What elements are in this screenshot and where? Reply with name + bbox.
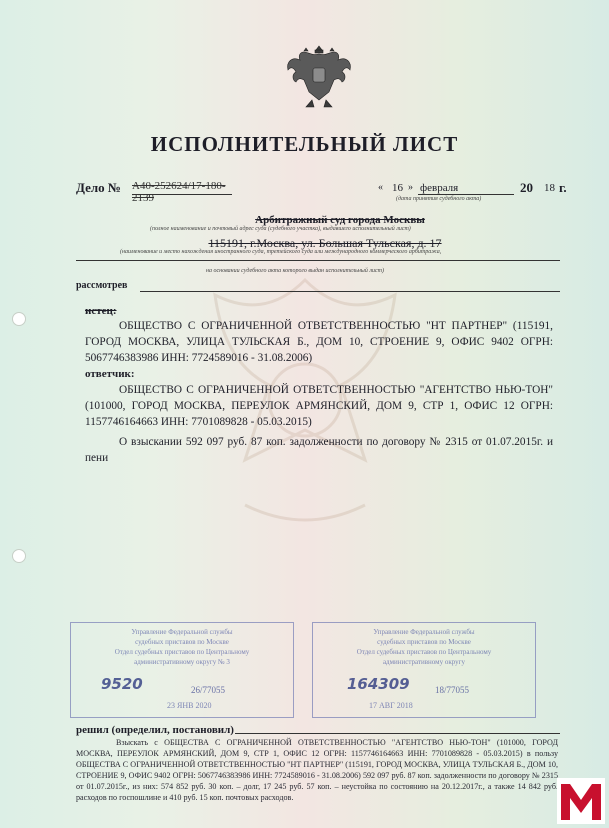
decision-text: Взыскать с ОБЩЕСТВА С ОГРАНИЧЕННОЙ ОТВЕТСТВЕННОСТЬЮ "АГЕНТСТВО НЬЮ-ТОН" (101000, ГОРОД МОСКВА, ПЕРЕУЛОК АРМЯНСКИЙ, ДОМ 9, СТР 1, ОФИС 12 ОГРН: 1157746164663 ИНН: 7701089828 - 05.03.2015) в пользу ОБЩЕСТВА С ОГРАНИЧЕННОЙ ОТВЕТСТВЕННОСТЬЮ "НТ ПАРТНЕР" (115191, ГОРОД МОСКВА, УЛИЦА ТУЛЬСКАЯ Б., ДОМ 10, СТРОЕНИЕ 9, ОФИС 9402 ОГРН: 5067746383986 ИНН: 7724589016 - 31.08.2006) 592 097 руб. 87 коп. задолженности по договору № 2315 от 01.07.2015г., из них: 574 852 руб. 30 коп. – долг, 17 245 руб. 57 коп. – неустойка по состоянию на 20.12.2017г., а также 14 842 руб. расходов по госпошлине и 410 руб. 15 коп. почтовых расходов. xyxy=(76,738,558,802)
case-year-g: г. xyxy=(559,180,567,195)
considered-label: рассмотрев xyxy=(76,280,128,291)
claim-text: О взыскании 592 097 руб. 87 коп. задолженности по договору № 2315 от 01.07.2015г. и пени xyxy=(85,436,553,464)
court-name: Арбитражный суд города Москвы xyxy=(255,214,425,226)
court-address: 115191, г.Москва, ул. Большая Тульская, д. 17 xyxy=(208,236,442,250)
case-date-day: 16 xyxy=(392,182,403,194)
plaintiff-text: ОБЩЕСТВО С ОГРАНИЧЕННОЙ ОТВЕТСТВЕННОСТЬЮ "НТ ПАРТНЕР" (115191, ГОРОД МОСКВА, УЛИЦА ТУЛЬСКАЯ Б., ДОМ 10, СТРОЕНИЕ 9, ОФИС 9402 ОГРН: 5067746383986 ИНН: 7724589016 - 31.08.2006) xyxy=(85,320,553,364)
address-note: (наименование и место нахождения иностранного суда, третейского суда или международного коммерческого арбитража, xyxy=(120,249,442,255)
coat-of-arms-icon xyxy=(282,40,356,110)
date-quote-close: » xyxy=(408,182,413,193)
decision-line xyxy=(235,733,560,734)
date-quote-open: « xyxy=(378,182,383,193)
stamp-code: 18/77055 xyxy=(435,685,470,695)
case-label: Дело № xyxy=(76,180,121,195)
punch-hole xyxy=(12,549,26,563)
case-number-line xyxy=(132,194,232,195)
considered-line xyxy=(140,291,560,292)
stamp-line: Управление Федеральной службы xyxy=(131,628,233,636)
blank-line xyxy=(76,260,560,261)
defendant-text: ОБЩЕСТВО С ОГРАНИЧЕННОЙ ОТВЕТСТВЕННОСТЬЮ "АГЕНТСТВО НЬЮ-ТОН" (101000, ГОРОД МОСКВА, ПЕРЕУЛОК АРМЯНСКИЙ, ДОМ 9, СТР 1, ОФИС 12 ОГРН: 1157746164663 ИНН: 7701089828 - 05.03.2015) xyxy=(85,384,553,428)
stamp-line: административному округу xyxy=(382,658,466,666)
stamp-date: 17 АВГ 2018 xyxy=(369,701,413,710)
stamp-code: 26/77055 xyxy=(191,685,226,695)
stamp-line: судебных приставов по Москве xyxy=(135,638,229,646)
bailiff-stamp xyxy=(70,622,294,718)
bailiff-stamp xyxy=(312,622,536,718)
stamp-date: 23 ЯНВ 2020 xyxy=(167,701,212,710)
decision-label: решил (определил, постановил) xyxy=(76,724,234,736)
basis-note: на основании судебного акта которого выдан исполнительный лист) xyxy=(206,268,384,274)
stamp-line: Отдел судебных приставов по Центральному xyxy=(356,648,492,656)
court-note: (полное наименование и почтовый адрес суда (судебного участка), выдавшего исполнительный лист) xyxy=(150,226,411,232)
case-number: А40-252624/17-180-2139 xyxy=(132,180,226,204)
plaintiff-label: истец: xyxy=(85,305,117,317)
stamp-line: Управление Федеральной службы xyxy=(373,628,475,636)
page-title: ИСПОЛНИТЕЛЬНЫЙ ЛИСТ xyxy=(150,132,459,156)
brand-logo-icon xyxy=(557,778,605,824)
defendant-label: ответчик: xyxy=(85,368,135,380)
case-year-suffix: 18 xyxy=(544,182,555,194)
case-date-line xyxy=(418,194,514,195)
stamp-number: 9520 xyxy=(101,675,143,693)
stamp-number: 164309 xyxy=(347,675,410,693)
punch-hole xyxy=(12,312,26,326)
stamp-line: судебных приставов по Москве xyxy=(377,638,471,646)
case-date-note: (дата принятия судебного акта) xyxy=(396,196,482,202)
case-year-prefix: 20 xyxy=(520,180,533,195)
stamp-line: Отдел судебных приставов по Центральному xyxy=(114,648,250,656)
case-date-month: февраля xyxy=(420,182,459,194)
stamp-line: административному округу № 3 xyxy=(134,658,230,666)
